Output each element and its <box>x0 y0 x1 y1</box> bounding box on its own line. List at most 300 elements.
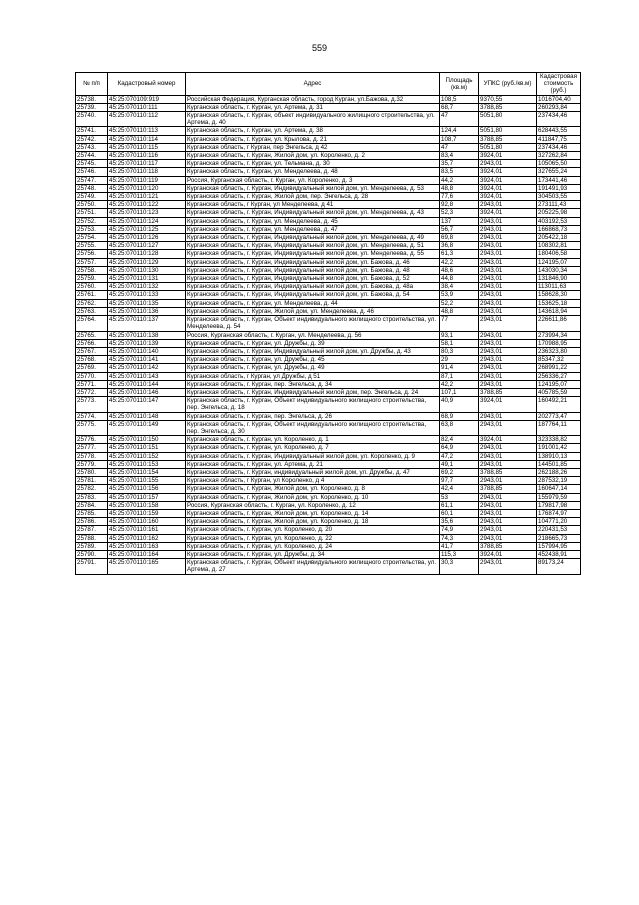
cell-upks: 2943,01 <box>479 299 537 307</box>
cell-address: Россия, Курганская область, г. Курган, ул. Менделеева, д. 56 <box>186 331 440 339</box>
cell-address: Курганская область, г. Курган, ул. Тельмана, д. 30 <box>186 160 440 168</box>
cell-address: Курганская область, г. Курган, Жилой дом, ул. Короленко, д. 8 <box>186 485 440 493</box>
cell-area: 77 <box>440 316 479 331</box>
cell-area: 64,9 <box>440 444 479 452</box>
cell-upks: 2943,01 <box>479 412 537 420</box>
cell-address: Курганская область, г. Курган, ул. Короленко, д. 24 <box>186 542 440 550</box>
cell-number: 25790. <box>76 550 108 558</box>
cell-cadastral-value: 304503,55 <box>537 193 581 201</box>
cell-upks: 2943,01 <box>479 250 537 258</box>
cell-address: Курганская область, г. Курган, Жилой дом, ул. Менделеева, д. 46 <box>186 307 440 315</box>
cell-area: 82,4 <box>440 436 479 444</box>
table-row <box>76 526 581 534</box>
cell-cadastral-number: 45:25:070109:919 <box>108 95 186 103</box>
table-row <box>76 452 581 460</box>
cell-upks: 2943,01 <box>479 460 537 468</box>
cell-cadastral-number: 45:25:070110:127 <box>108 242 186 250</box>
cell-cadastral-value: 327262,84 <box>537 152 581 160</box>
cell-upks: 2943,01 <box>479 291 537 299</box>
cell-cadastral-number: 45:25:070110:153 <box>108 460 186 468</box>
cell-address: Курганская область, г. Курган, ул. Дружбы, д. 49 <box>186 364 440 372</box>
table-row <box>76 201 581 209</box>
cell-number: 25758. <box>76 266 108 274</box>
cell-area: 42,2 <box>440 258 479 266</box>
cell-area: 47 <box>440 143 479 151</box>
cell-cadastral-number: 45:25:070110:161 <box>108 526 186 534</box>
cell-area: 30,3 <box>440 559 479 574</box>
cell-upks: 2943,01 <box>479 501 537 509</box>
cell-cadastral-number: 45:25:070110:138 <box>108 331 186 339</box>
cell-upks: 2943,01 <box>479 356 537 364</box>
cell-number: 25768. <box>76 356 108 364</box>
cell-upks: 2943,01 <box>479 201 537 209</box>
cell-area: 108,5 <box>440 95 479 103</box>
cell-area: 48,8 <box>440 307 479 315</box>
cell-cadastral-value: 256336,27 <box>537 372 581 380</box>
cell-cadastral-value: 124195,07 <box>537 258 581 266</box>
cell-upks: 2943,01 <box>479 380 537 388</box>
cell-upks: 3788,85 <box>479 103 537 111</box>
column-header-address: Адрес <box>186 73 440 96</box>
cell-area: 60,1 <box>440 509 479 517</box>
cell-number: 25752. <box>76 217 108 225</box>
cell-number: 25740. <box>76 112 108 127</box>
cell-area: 97,7 <box>440 477 479 485</box>
cell-address: Курганская область, г. Курган, ул. Артема, д. 31 <box>186 103 440 111</box>
cell-cadastral-value: 85347,32 <box>537 356 581 364</box>
cell-address: Курганская область, г. Курган, пер. Энгельса, д. 26 <box>186 412 440 420</box>
column-header-cadastral-value: Кадастровая стоимость (руб.) <box>537 73 581 96</box>
cell-area: 80,3 <box>440 347 479 355</box>
cell-number: 25784. <box>76 501 108 509</box>
cell-cadastral-value: 113011,63 <box>537 283 581 291</box>
cell-cadastral-number: 45:25:070110:118 <box>108 168 186 176</box>
table-row <box>76 242 581 250</box>
table-row <box>76 356 581 364</box>
cell-address: Курганская область, г. Курган, ул. Дружбы, д. 39 <box>186 339 440 347</box>
cell-address: Курганская область, г Курган, ул Менделеева, д 41 <box>186 201 440 209</box>
table-row <box>76 397 581 412</box>
cell-cadastral-value: 124195,07 <box>537 380 581 388</box>
table-row <box>76 509 581 517</box>
cell-cadastral-number: 45:25:070110:133 <box>108 291 186 299</box>
cell-area: 69,8 <box>440 234 479 242</box>
cell-cadastral-number: 45:25:070110:116 <box>108 152 186 160</box>
cell-address: Курганская область, г. Курган, Жилой дом, ул. Короленко, д. 10 <box>186 493 440 501</box>
cell-upks: 3788,85 <box>479 135 537 143</box>
table-row <box>76 250 581 258</box>
cell-upks: 2943,01 <box>479 316 537 331</box>
cell-number: 25776. <box>76 436 108 444</box>
cell-address: Курганская область, г. Курган, ул. Менделеева, д. 45 <box>186 217 440 225</box>
cell-upks: 2943,01 <box>479 258 537 266</box>
cell-cadastral-value: 138910,13 <box>537 452 581 460</box>
cell-address: Курганская область, г. Курган, Индивидуальный жилой дом, ул. Короленко, д. 9 <box>186 452 440 460</box>
cell-upks: 2943,01 <box>479 331 537 339</box>
table-row <box>76 217 581 225</box>
cell-number: 25757. <box>76 258 108 266</box>
cadastral-value-table <box>75 72 581 575</box>
cell-area: 61,3 <box>440 250 479 258</box>
cell-upks: 5051,80 <box>479 143 537 151</box>
cell-number: 25745. <box>76 160 108 168</box>
cell-cadastral-number: 45:25:070110:143 <box>108 372 186 380</box>
cell-address: Курганская область, г Курган, ул Дружбы, д 51 <box>186 372 440 380</box>
cell-cadastral-number: 45:25:070110:148 <box>108 412 186 420</box>
cell-upks: 3924,01 <box>479 176 537 184</box>
cell-cadastral-value: 268991,22 <box>537 364 581 372</box>
cell-number: 25755. <box>76 242 108 250</box>
cell-cadastral-value: 405785,59 <box>537 388 581 396</box>
cell-cadastral-value: 187764,11 <box>537 420 581 435</box>
cell-address: Курганская область, г. Курган, Индивидуальный жилой дом, ул. Бажова, д. 48а <box>186 283 440 291</box>
cell-upks: 3924,01 <box>479 397 537 412</box>
cell-area: 47 <box>440 112 479 127</box>
cell-area: 63,8 <box>440 420 479 435</box>
cell-area: 42,4 <box>440 485 479 493</box>
table-row <box>76 388 581 396</box>
cell-address: Курганская область, г. Курган, Жилой дом, ул. Короленко, д. 14 <box>186 509 440 517</box>
cell-cadastral-number: 45:25:070110:113 <box>108 127 186 135</box>
cell-cadastral-number: 45:25:070110:149 <box>108 420 186 435</box>
cell-upks: 2943,01 <box>479 518 537 526</box>
table-header-row <box>76 73 581 96</box>
cell-upks: 2943,01 <box>479 534 537 542</box>
cell-address: Курганская область, г. Курган, ул. Короленко, д. 1 <box>186 436 440 444</box>
cell-number: 25754. <box>76 234 108 242</box>
cell-upks: 2943,01 <box>479 493 537 501</box>
cell-address: Курганская область, г Курган, пер Энгельса, д 42 <box>186 143 440 151</box>
cell-cadastral-number: 45:25:070110:155 <box>108 477 186 485</box>
cell-cadastral-value: 273111,43 <box>537 201 581 209</box>
cell-cadastral-number: 45:25:070110:126 <box>108 234 186 242</box>
cell-area: 108,7 <box>440 135 479 143</box>
cell-cadastral-number: 45:25:070110:158 <box>108 501 186 509</box>
table-row <box>76 331 581 339</box>
cell-address: Курганская область, г. Курган, ул. Менделеева, д. 47 <box>186 225 440 233</box>
table-row <box>76 468 581 476</box>
cell-cadastral-value: 403192,53 <box>537 217 581 225</box>
cell-cadastral-number: 45:25:070110:165 <box>108 559 186 574</box>
cell-upks: 2943,01 <box>479 283 537 291</box>
cell-upks: 3924,01 <box>479 168 537 176</box>
cell-cadastral-number: 45:25:070110:150 <box>108 436 186 444</box>
cell-upks: 3788,85 <box>479 542 537 550</box>
cell-upks: 5051,80 <box>479 112 537 127</box>
cell-address: Курганская область, г. Курган, Объект индивидуального жилищного строительства, ул. Артема, д. 27 <box>186 559 440 574</box>
cell-cadastral-value: 108302,81 <box>537 242 581 250</box>
table-row <box>76 258 581 266</box>
table-row <box>76 493 581 501</box>
cell-upks: 2943,01 <box>479 307 537 315</box>
cell-area: 137 <box>440 217 479 225</box>
cell-upks: 3788,85 <box>479 468 537 476</box>
cell-cadastral-number: 45:25:070110:142 <box>108 364 186 372</box>
cell-area: 47,2 <box>440 452 479 460</box>
table-row <box>76 184 581 192</box>
cell-cadastral-value: 89173,24 <box>537 559 581 574</box>
cell-cadastral-number: 45:25:070110:132 <box>108 283 186 291</box>
cell-cadastral-value: 452438,91 <box>537 550 581 558</box>
cell-cadastral-value: 144501,85 <box>537 460 581 468</box>
cell-number: 25746. <box>76 168 108 176</box>
table-row <box>76 542 581 550</box>
cell-number: 25785. <box>76 509 108 517</box>
column-header-area: Площадь (кв.м) <box>440 73 479 96</box>
table-row <box>76 193 581 201</box>
cell-cadastral-number: 45:25:070110:144 <box>108 380 186 388</box>
cell-upks: 3924,01 <box>479 436 537 444</box>
cell-cadastral-number: 45:25:070110:152 <box>108 452 186 460</box>
cell-cadastral-number: 45:25:070110:120 <box>108 184 186 192</box>
cell-cadastral-value: 628443,55 <box>537 127 581 135</box>
table-row <box>76 307 581 315</box>
cell-number: 25769. <box>76 364 108 372</box>
cell-number: 25774. <box>76 412 108 420</box>
cell-cadastral-number: 45:25:070110:159 <box>108 509 186 517</box>
cell-cadastral-value: 155979,59 <box>537 493 581 501</box>
table-row <box>76 559 581 574</box>
cell-upks: 2943,01 <box>479 477 537 485</box>
cell-address: Курганская область, г Курган, ул Короленко, д 4 <box>186 477 440 485</box>
cell-area: 49,1 <box>440 460 479 468</box>
cell-address: Курганская область, г. Курган, ул. Менделеева, д. 48 <box>186 168 440 176</box>
cell-area: 87,1 <box>440 372 479 380</box>
cell-cadastral-number: 45:25:070110:151 <box>108 444 186 452</box>
cell-area: 115,3 <box>440 550 479 558</box>
column-header-cadastral-number: Кадастровый номер <box>108 73 186 96</box>
cell-area: 58,1 <box>440 339 479 347</box>
cell-cadastral-value: 220431,53 <box>537 526 581 534</box>
table-row <box>76 299 581 307</box>
cell-cadastral-value: 226611,86 <box>537 316 581 331</box>
cell-address: Курганская область, г. Курган, ул. Короленко, д. 20 <box>186 526 440 534</box>
cell-address: Курганская область, г. Курган, Индивидуальный жилой дом, ул. Менделеева, д. 49 <box>186 234 440 242</box>
cell-area: 92,8 <box>440 201 479 209</box>
cell-area: 41,7 <box>440 542 479 550</box>
cell-address: Курганская область, г. Курган, объект индивидуального жилищного строительства, ул. Артема, д. 40 <box>186 112 440 127</box>
cell-cadastral-value: 158628,30 <box>537 291 581 299</box>
cell-cadastral-value: 143618,94 <box>537 307 581 315</box>
cell-cadastral-number: 45:25:070110:157 <box>108 493 186 501</box>
table-row <box>76 95 581 103</box>
cell-cadastral-value: 143030,34 <box>537 266 581 274</box>
cell-address: Курганская область, г. Курган, ул. Дружбы, д. 45 <box>186 356 440 364</box>
cell-cadastral-value: 1016704,40 <box>537 95 581 103</box>
cell-address: Курганская область, г. Курган, Индивидуальный жилой дом, ул. Менделеева, д. 55 <box>186 250 440 258</box>
cell-area: 91,4 <box>440 364 479 372</box>
cell-address: Российская Федерация, Курганская область, город Курган, ул.Бажова, д.32 <box>186 95 440 103</box>
cell-address: Курганская область, г. Курган, Индивидуальный жилой дом, пер. Энгельса, д. 24 <box>186 388 440 396</box>
cell-number: 25742. <box>76 135 108 143</box>
cell-area: 74,3 <box>440 534 479 542</box>
cell-address: Курганская область, г. Курган, Индивидуальный жилой дом, ул. Бажова, д. 54 <box>186 291 440 299</box>
cell-area: 53,9 <box>440 291 479 299</box>
cell-cadastral-value: 260293,84 <box>537 103 581 111</box>
cell-number: 25791. <box>76 559 108 574</box>
cell-cadastral-value: 104771,20 <box>537 518 581 526</box>
cell-area: 107,1 <box>440 388 479 396</box>
cell-upks: 2943,01 <box>479 266 537 274</box>
cell-upks: 2943,01 <box>479 452 537 460</box>
cell-cadastral-number: 45:25:070110:140 <box>108 347 186 355</box>
cell-number: 25750. <box>76 201 108 209</box>
cell-upks: 3924,01 <box>479 184 537 192</box>
table-row <box>76 135 581 143</box>
cell-cadastral-value: 237434,46 <box>537 143 581 151</box>
cell-cadastral-value: 153625,18 <box>537 299 581 307</box>
table-row <box>76 176 581 184</box>
cell-number: 25760. <box>76 283 108 291</box>
cell-address: Курганская область, г. Курган, ул. Крылова, д. 21 <box>186 135 440 143</box>
page-number: 559 <box>311 43 328 53</box>
cell-number: 25789. <box>76 542 108 550</box>
cell-cadastral-value: 160647,14 <box>537 485 581 493</box>
cell-cadastral-value: 191491,93 <box>537 184 581 192</box>
cell-cadastral-value: 327655,24 <box>537 168 581 176</box>
cell-number: 25743. <box>76 143 108 151</box>
table-row <box>76 127 581 135</box>
cell-area: 44,8 <box>440 275 479 283</box>
cell-number: 25756. <box>76 250 108 258</box>
table-row <box>76 103 581 111</box>
cell-cadastral-number: 45:25:070110:114 <box>108 135 186 143</box>
cell-number: 25778. <box>76 452 108 460</box>
cell-number: 25779. <box>76 460 108 468</box>
cell-cadastral-number: 45:25:070110:136 <box>108 307 186 315</box>
cell-area: 35,6 <box>440 518 479 526</box>
cell-cadastral-value: 202773,47 <box>537 412 581 420</box>
table-row <box>76 112 581 127</box>
cell-cadastral-value: 236323,80 <box>537 347 581 355</box>
cell-area: 38,4 <box>440 283 479 291</box>
cell-number: 25772. <box>76 388 108 396</box>
cell-upks: 2943,01 <box>479 339 537 347</box>
cell-address: Курганская область, г. Курган, ул. Артема, д. 21 <box>186 460 440 468</box>
table-row <box>76 234 581 242</box>
cell-number: 25771. <box>76 380 108 388</box>
cell-upks: 3924,01 <box>479 209 537 217</box>
cell-number: 25766. <box>76 339 108 347</box>
table-row <box>76 160 581 168</box>
cell-number: 25770. <box>76 372 108 380</box>
table-row <box>76 291 581 299</box>
cell-area: 74,9 <box>440 526 479 534</box>
cell-cadastral-number: 45:25:070110:122 <box>108 201 186 209</box>
cell-address: Курганская область, г. Курган, Индивидуальный жилой дом, ул. Менделеева, д. 51 <box>186 242 440 250</box>
cell-number: 25744. <box>76 152 108 160</box>
cell-area: 44,2 <box>440 176 479 184</box>
cell-cadastral-number: 45:25:070110:135 <box>108 299 186 307</box>
cell-cadastral-number: 45:25:070110:117 <box>108 160 186 168</box>
cell-cadastral-value: 180406,58 <box>537 250 581 258</box>
cell-number: 25763. <box>76 307 108 315</box>
cell-address: Курганская область, г. Курган, Индивидуальный жилой дом, ул. Бажова, д. 46 <box>186 258 440 266</box>
cell-area: 77,6 <box>440 193 479 201</box>
cell-cadastral-number: 45:25:070110:164 <box>108 550 186 558</box>
cell-cadastral-value: 191001,42 <box>537 444 581 452</box>
cell-upks: 2943,01 <box>479 420 537 435</box>
cell-cadastral-value: 273994,34 <box>537 331 581 339</box>
cell-upks: 2943,01 <box>479 347 537 355</box>
cell-number: 25739. <box>76 103 108 111</box>
column-header-upks: УПКС (руб./кв.м) <box>479 73 537 96</box>
cell-area: 83,5 <box>440 168 479 176</box>
cell-area: 35,7 <box>440 160 479 168</box>
cell-number: 25751. <box>76 209 108 217</box>
cell-cadastral-number: 45:25:070110:156 <box>108 485 186 493</box>
cell-number: 25762. <box>76 299 108 307</box>
cell-number: 25773. <box>76 397 108 412</box>
column-header-number: № п/п <box>76 73 108 96</box>
cell-cadastral-number: 45:25:070110:162 <box>108 534 186 542</box>
cell-number: 25759. <box>76 275 108 283</box>
cell-address: Курганская область, г. Курган, Жилой дом, ул. Короленко, д. 18 <box>186 518 440 526</box>
cell-cadastral-number: 45:25:070110:130 <box>108 266 186 274</box>
cell-upks: 2943,01 <box>479 559 537 574</box>
cell-cadastral-number: 45:25:070110:139 <box>108 339 186 347</box>
cell-address: Курганская область, г. Курган, Объект индивидуального жилищного строительства, пер. Энгельса, д. 18 <box>186 397 440 412</box>
table-row <box>76 143 581 151</box>
cell-area: 52,2 <box>440 299 479 307</box>
cell-cadastral-value: 157994,95 <box>537 542 581 550</box>
table-row <box>76 275 581 283</box>
cell-cadastral-value: 173441,46 <box>537 176 581 184</box>
cell-upks: 2943,01 <box>479 234 537 242</box>
cell-area: 48,8 <box>440 184 479 192</box>
cell-cadastral-value: 411847,75 <box>537 135 581 143</box>
cell-number: 25767. <box>76 347 108 355</box>
cell-upks: 3788,85 <box>479 388 537 396</box>
cell-cadastral-number: 45:25:070110:121 <box>108 193 186 201</box>
cell-number: 25741. <box>76 127 108 135</box>
cell-cadastral-number: 45:25:070110:111 <box>108 103 186 111</box>
cell-number: 25738. <box>76 95 108 103</box>
cell-area: 124,4 <box>440 127 479 135</box>
cell-cadastral-number: 45:25:070110:146 <box>108 388 186 396</box>
cell-address: Россия, Курганская область, г. Курган, ул. Короленко, д. 12 <box>186 501 440 509</box>
cell-number: 25761. <box>76 291 108 299</box>
cell-number: 25748. <box>76 184 108 192</box>
table-row <box>76 168 581 176</box>
cell-address: Курганская область, г. Курган, Индивидуальный жилой дом, ул. Менделеева, д. 53 <box>186 184 440 192</box>
cell-cadastral-value: 205225,98 <box>537 209 581 217</box>
cell-area: 53 <box>440 493 479 501</box>
cell-address: Курганская область, г. Курган, Жилой дом, пер. Энгельса, д. 28 <box>186 193 440 201</box>
table-row <box>76 550 581 558</box>
cell-area: 56,7 <box>440 225 479 233</box>
cell-address: Курганская область, г. Курган, Индивидуальный жилой дом, ул. Дружбы, д. 43 <box>186 347 440 355</box>
cell-cadastral-value: 205422,18 <box>537 234 581 242</box>
cell-number: 25788. <box>76 534 108 542</box>
cell-area: 36,8 <box>440 242 479 250</box>
cell-address: Курганская область, г. Курган, ул. Короленко, д. 22 <box>186 534 440 542</box>
cell-cadastral-number: 45:25:070110:163 <box>108 542 186 550</box>
cell-area: 83,4 <box>440 152 479 160</box>
cell-number: 25777. <box>76 444 108 452</box>
cell-area: 68,7 <box>440 103 479 111</box>
table-row <box>76 412 581 420</box>
cell-upks: 3788,85 <box>479 485 537 493</box>
table-row <box>76 485 581 493</box>
table-row <box>76 460 581 468</box>
table-row <box>76 316 581 331</box>
cell-cadastral-number: 45:25:070110:115 <box>108 143 186 151</box>
cell-cadastral-value: 262188,26 <box>537 468 581 476</box>
cell-area: 69,2 <box>440 468 479 476</box>
cell-area: 29 <box>440 356 479 364</box>
cell-address: Курганская область, г. Курган, пер. Энгельса, д. 34 <box>186 380 440 388</box>
